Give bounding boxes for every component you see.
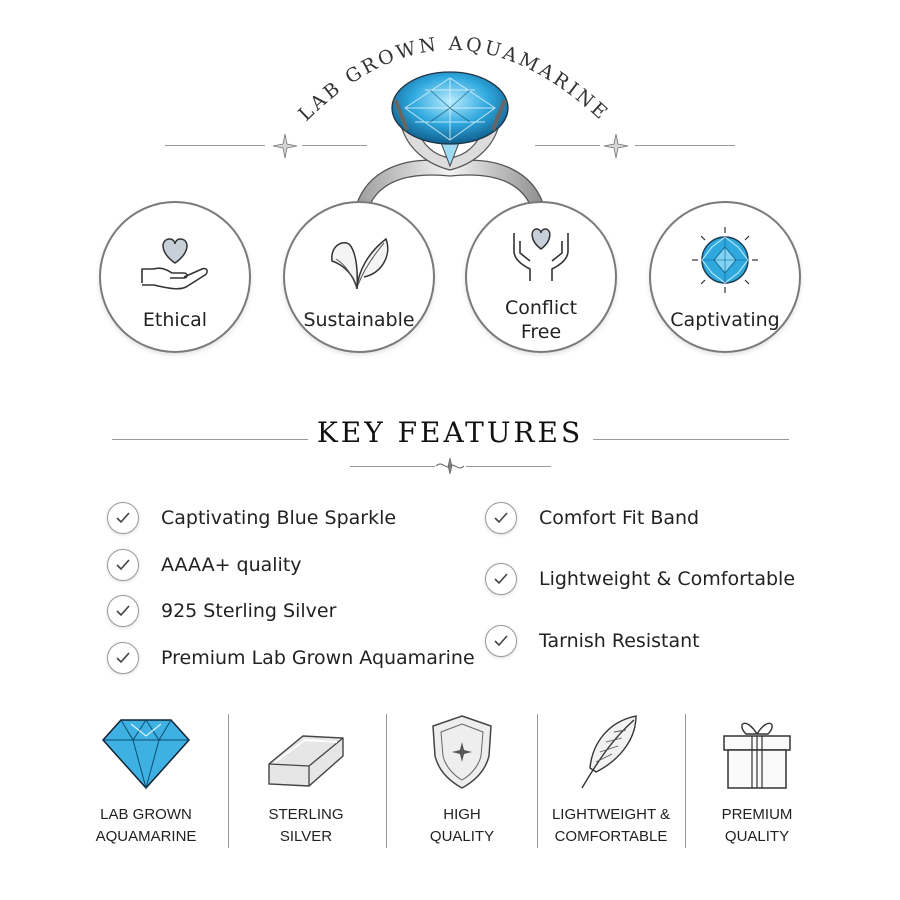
check-icon <box>107 502 139 534</box>
benefit-label: Captivating <box>670 309 780 331</box>
feature-text: Captivating Blue Sparkle <box>161 507 397 529</box>
bottom-label-line2: AQUAMARINE <box>95 828 197 845</box>
kf-ornament-line-left <box>350 466 435 467</box>
silver-bar-icon <box>261 712 351 792</box>
benefit-label: Sustainable <box>303 309 415 331</box>
hands-heart-icon <box>506 219 576 289</box>
bottom-label-line1: LIGHTWEIGHT & <box>551 806 671 823</box>
header-left-line <box>165 145 265 146</box>
benefit-label-line1: Conflict <box>504 297 578 319</box>
diamond-icon <box>101 712 191 792</box>
sparkle-icon <box>603 133 629 159</box>
shield-star-icon <box>417 712 507 792</box>
benefit-conflict-free <box>465 201 617 353</box>
benefit-captivating <box>649 201 801 353</box>
check-icon <box>485 502 517 534</box>
kf-right-line <box>593 439 789 440</box>
bottom-label-line2: QUALITY <box>724 828 790 845</box>
key-features-title: KEY FEATURES <box>316 416 584 449</box>
bottom-label-line1: PREMIUM <box>721 806 793 823</box>
bottom-label-line1: STERLING <box>268 806 344 823</box>
check-icon <box>485 625 517 657</box>
benefit-label: Ethical <box>142 309 208 331</box>
header-title-text: LAB GROWN AQUAMARINE <box>294 32 614 126</box>
feature-item <box>107 641 475 675</box>
bottom-lab-grown <box>76 712 216 852</box>
divider <box>228 714 229 848</box>
divider <box>537 714 538 848</box>
feature-text: Lightweight & Comfortable <box>539 568 796 590</box>
feature-text: Comfort Fit Band <box>539 507 700 529</box>
kf-ornament-line-right <box>466 466 551 467</box>
leaves-icon <box>324 225 394 295</box>
header-right-line-2 <box>635 145 735 146</box>
check-icon <box>107 642 139 674</box>
feature-item <box>485 562 795 596</box>
check-icon <box>107 549 139 581</box>
bottom-lightweight <box>541 712 681 852</box>
benefit-ethical <box>99 201 251 353</box>
ornament-icon <box>434 456 466 476</box>
feature-text: Premium Lab Grown Aquamarine <box>161 647 475 669</box>
divider <box>685 714 686 848</box>
aquamarine-ring-image <box>345 70 555 220</box>
sparkle-icon <box>272 133 298 159</box>
bottom-label-line2: COMFORTABLE <box>554 828 668 845</box>
feather-icon <box>566 712 656 792</box>
check-icon <box>107 595 139 627</box>
feature-text: AAAA+ quality <box>161 554 302 576</box>
feature-item <box>485 501 699 535</box>
bottom-premium-quality <box>687 712 827 852</box>
feature-item <box>107 548 302 582</box>
feature-item <box>107 594 336 628</box>
feature-text: Tarnish Resistant <box>539 630 700 652</box>
feature-item <box>485 624 700 658</box>
benefit-sustainable <box>283 201 435 353</box>
kf-left-line <box>112 439 308 440</box>
bottom-label-line2: QUALITY <box>429 828 495 845</box>
bottom-label-line1: HIGH <box>443 806 481 823</box>
sparkling-gem-icon <box>690 225 760 295</box>
bottom-label-line2: SILVER <box>279 828 333 845</box>
bottom-sterling-silver <box>236 712 376 852</box>
bottom-high-quality <box>392 712 532 852</box>
feature-item <box>107 501 396 535</box>
heart-hand-icon <box>140 225 210 295</box>
check-icon <box>485 563 517 595</box>
gift-box-icon <box>712 712 802 792</box>
divider <box>386 714 387 848</box>
benefit-label-line2: Free <box>520 321 562 343</box>
feature-text: 925 Sterling Silver <box>161 600 337 622</box>
bottom-label-line1: LAB GROWN <box>100 806 192 823</box>
